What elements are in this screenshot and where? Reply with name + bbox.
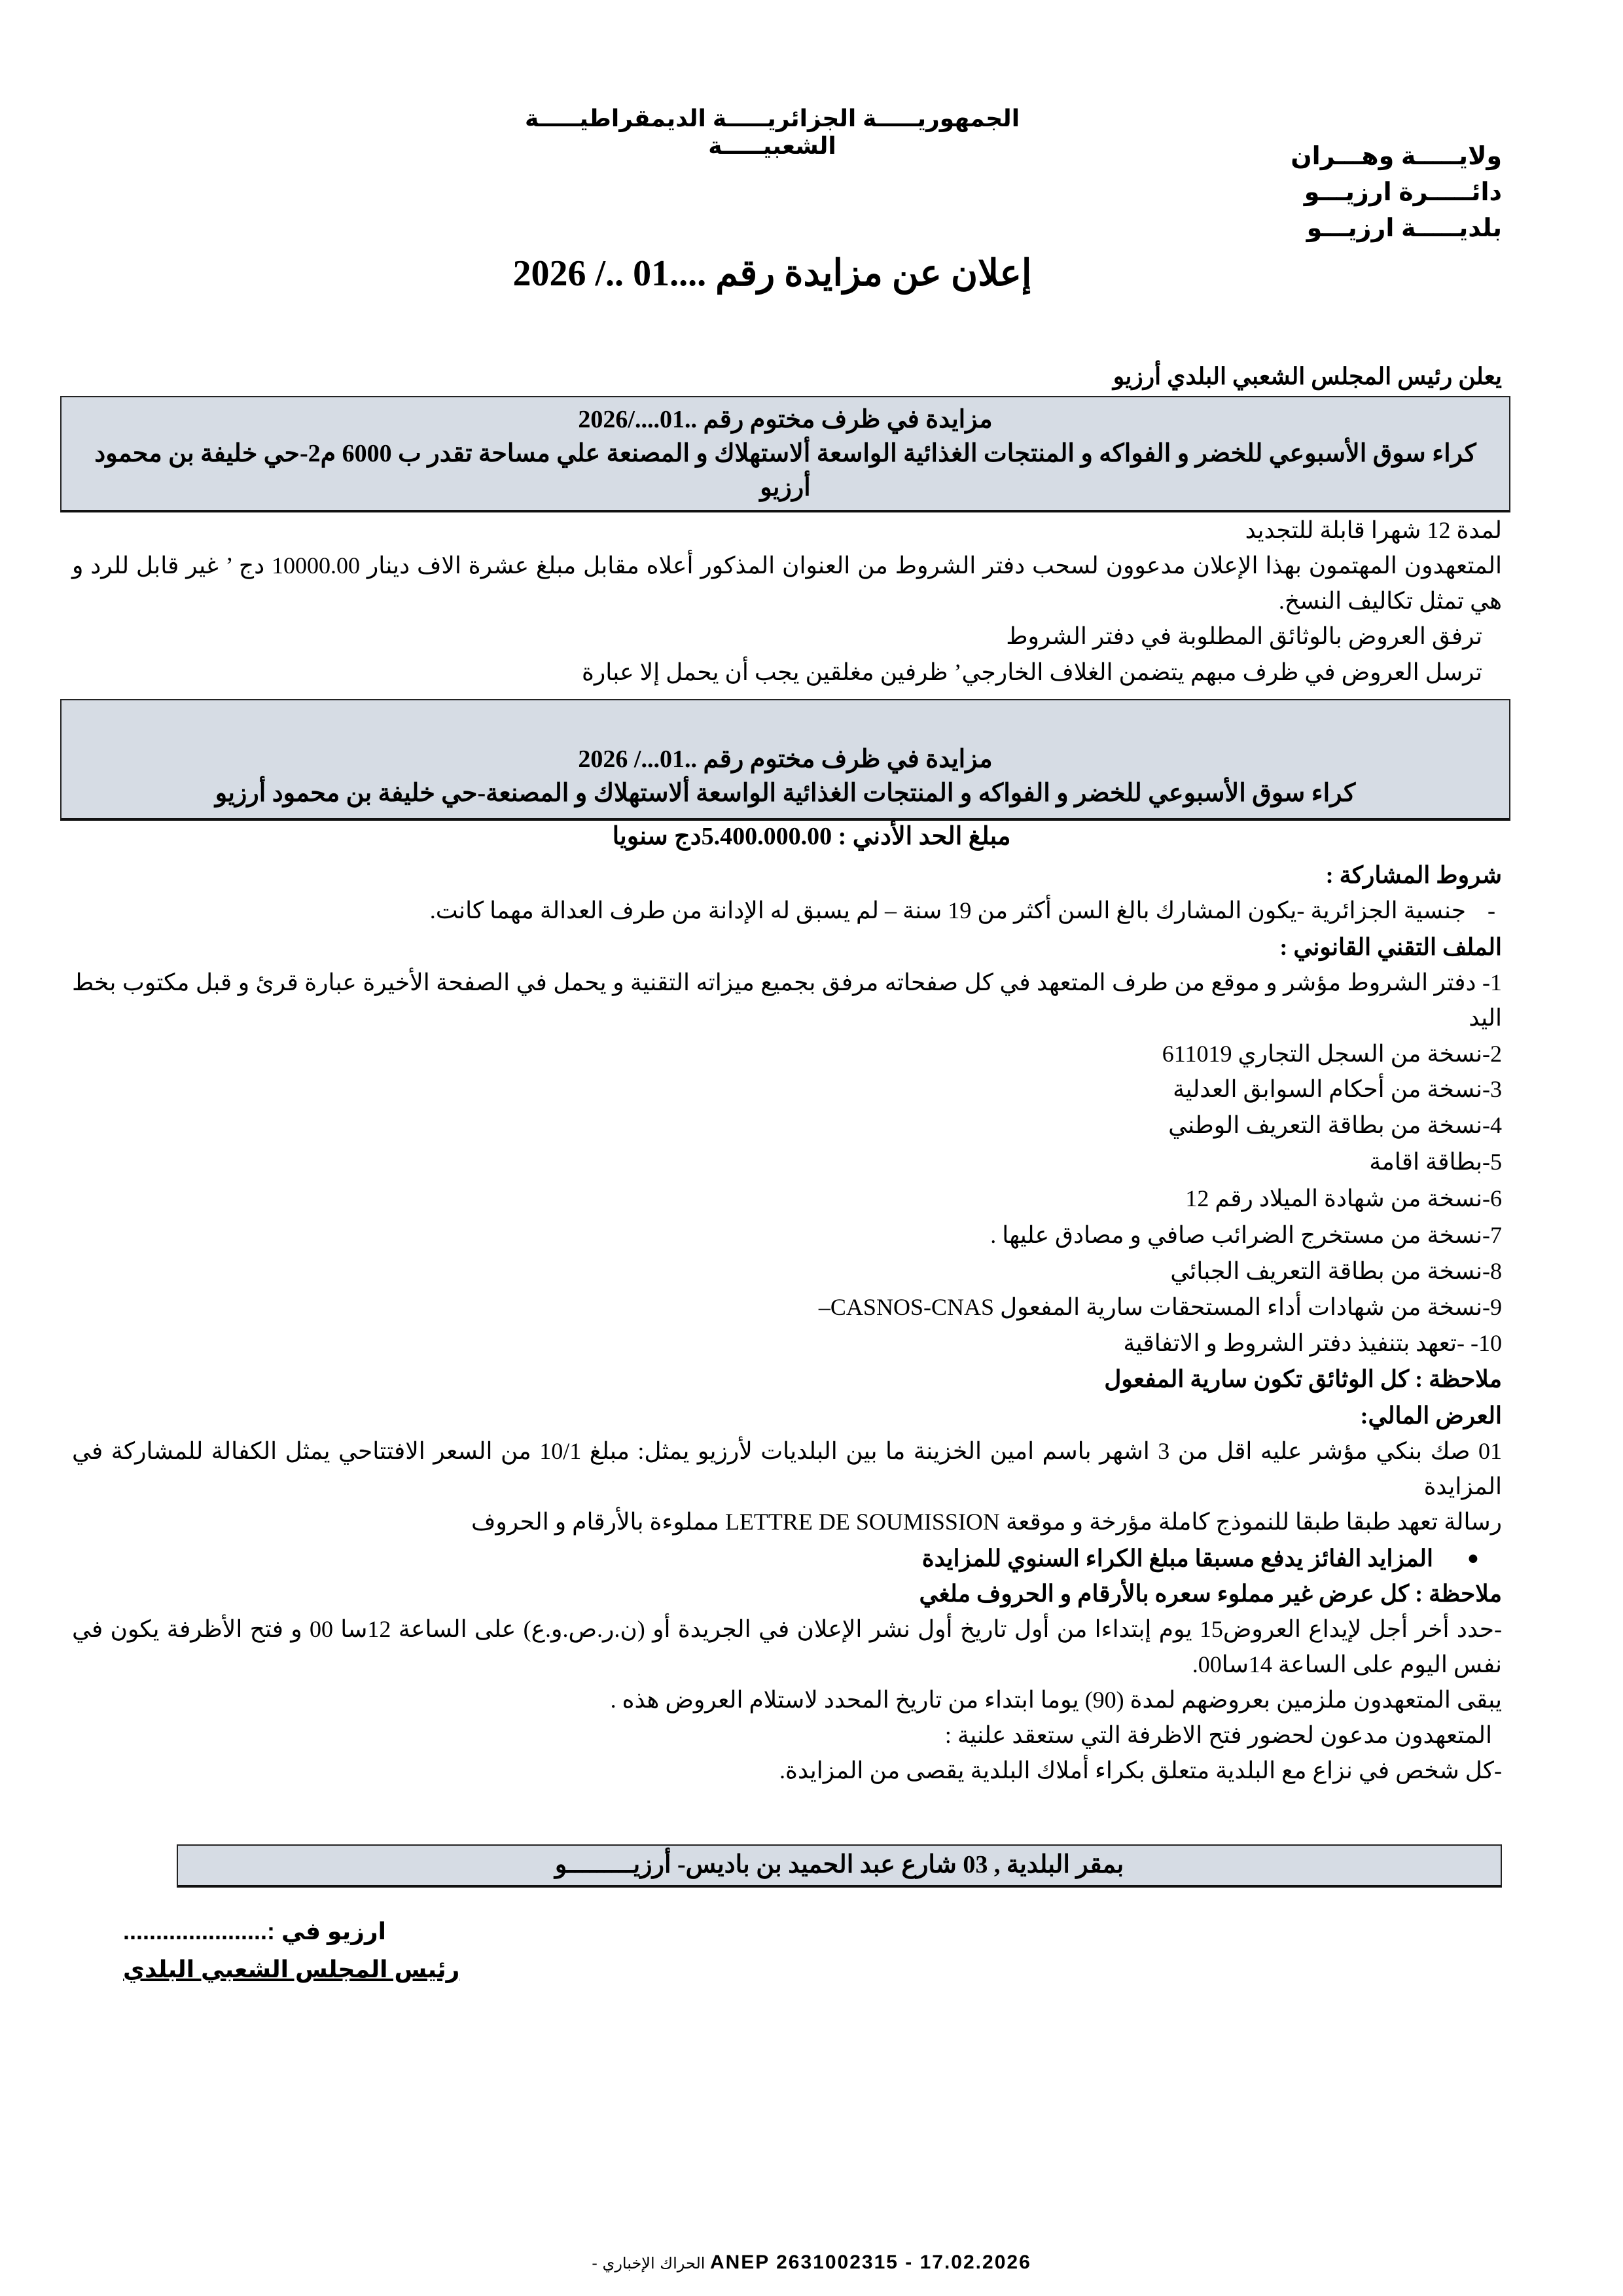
technical-file-item-6: 6-نسخة من شهادة الميلاد رقم 12 <box>1185 1185 1502 1211</box>
technical-file-item-10: 10- -تعهد بتنفيذ دفتر الشروط و الاتفاقية <box>1123 1330 1502 1356</box>
deadline-text: -حدد أخر أجل لإيداع العروض15 يوم إبتداءا من أول تاريخ أول نشر الإعلان في الجريدة أو (ن.ر.ص.و.ع) على الساعة 12سا 00 و فتح الأظرفة يكون في نفس اليوم على الساعة 14سا00. <box>72 1616 1502 1677</box>
participation-item <box>429 893 1495 928</box>
footer <box>0 2251 1623 2274</box>
footer-source: الحراك الإخباري - <box>592 2254 705 2272</box>
signature-place-date: ارزيو في :...................... <box>123 1918 386 1945</box>
address-box: بمقر البلدية , 03 شارع عبد الحميد بن باديس- أرزيـــــــــو <box>177 1844 1502 1888</box>
attach-text: ترفق العروض بالوثائق المطلوبة في دفتر الشروط <box>1006 623 1482 649</box>
auction-box-2-subject: كراء سوق الأسبوعي للخضر و الفواكه و المنتجات الغذائية الواسعة ألاستهلاك و المصنعة-حي خليفة بن محمود أرزيو <box>215 780 1356 807</box>
participation-heading: شروط المشاركة : <box>1325 862 1502 888</box>
auction-box-2-number: مزايدة في ظرف مختوم رقم ..01.../ 2026 <box>578 745 993 773</box>
technical-file-item-3: 3-نسخة من أحكام السوابق العدلية <box>1173 1076 1502 1102</box>
validity-text: يبقى المتعهدون ملزمين بعروضهم لمدة (90) يوما ابتداء من تاريخ المحدد لاستلام العروض هذه . <box>610 1687 1502 1713</box>
intro-text: يعلن رئيس المجلس الشعبي البلدي أرزيو <box>1113 363 1502 389</box>
send-text: ترسل العروض في ظرف مبهم يتضمن الغلاف الخارجي’ ظرفين مغلقين يجب أن يحمل إلا عبارة <box>582 659 1482 685</box>
technical-file-item-7: 7-نسخة من مستخرج الضرائب صافي و مصادق عليها . <box>990 1222 1502 1248</box>
technical-file-item-8: 8-نسخة من بطاقة التعريف الجبائي <box>1170 1258 1502 1284</box>
financial-bullet-text: المزايد الفائز يدفع مسبقا مبلغ الكراء السنوي للمزايدة <box>921 1545 1433 1571</box>
bullet-icon: ● <box>1467 1547 1479 1569</box>
financial-note: ملاحظة : كل عرض غير مملوء سعره بالأرقام و الحروف ملغي <box>919 1581 1502 1607</box>
technical-file-item-9: 9-نسخة من شهادات أداء المستحقات سارية المفعول CASNOS-CNAS– <box>818 1294 1502 1320</box>
technical-file-item-1: 1- دفتر الشروط مؤشر و موقع من طرف المتعهد في كل صفحاته مرفق بجميع ميزاته التقنية و يحمل في الصفحة الأخيرة عبارة قرئ و قبل مكتوب بخط اليد <box>72 969 1502 1031</box>
dash-marker: - <box>1488 897 1495 924</box>
minimum-price: مبلغ الحد الأدني : 5.400.000.00دج سنويا <box>612 823 1011 850</box>
financial-letter: رسالة تعهد طبقا طبقا للنموذج كاملة مؤرخة و موقعة LETTRE DE SOUMISSION مملوءة بالأرقام و الحروف <box>471 1509 1502 1535</box>
administrative-block <box>1291 139 1502 247</box>
wilaya-label: ولايـــــة وهـــران <box>1291 143 1502 170</box>
technical-file-note: ملاحظة : كل الوثائق تكون سارية المفعول <box>1104 1366 1502 1392</box>
financial-heading: العرض المالي: <box>1360 1403 1502 1429</box>
financial-cheque: 01 صك بنكي مؤشر عليه اقل من 3 اشهر باسم امين الخزينة ما بين البلديات لأرزيو يمثل: مبلغ 10/1 من السعر الافتتاحي يمثل الكفالة للمشاركة في المزايدة <box>72 1438 1502 1499</box>
auction-box-1-number: مزايدة في ظرف مختوم رقم ..01..../2026 <box>578 406 993 433</box>
daira-label: دائـــــرة ارزيـــو <box>1304 179 1502 206</box>
commune-label: بلديـــــة ارزيـــو <box>1306 215 1502 242</box>
participation-item-text: جنسية الجزائرية -يكون المشارك بالغ السن أكثر من 19 سنة – لم يسبق له الإدانة من طرف العدالة مهما كانت. <box>429 897 1466 924</box>
opening-invite-text: المتعهدون مدعون لحضور فتح الاظرفة التي ستعقد علنية : <box>944 1722 1492 1748</box>
republic-heading: الجمهوريـــــة الجزائريـــــة الديمقراطيـــــة الشعبيـــــة <box>524 105 1020 159</box>
auction-box-1-subject: كراء سوق الأسبوعي للخضر و الفواكه و المنتجات الغذائية الواسعة ألاستهلاك و المصنعة علي مساحة تقدر ب 6000 م2-حي خليفة بن محمود أرزيو <box>94 440 1476 501</box>
auction-box-2 <box>60 699 1510 821</box>
financial-bullet-item <box>921 1541 1479 1576</box>
footer-reference: ANEP 2631002315 - 17.02.2026 <box>709 2251 1031 2273</box>
technical-file-heading: الملف التقني القانوني : <box>1279 934 1502 960</box>
technical-file-item-4: 4-نسخة من بطاقة التعريف الوطني <box>1168 1112 1502 1138</box>
auction-box-1 <box>60 396 1510 512</box>
duration-text: لمدة 12 شهرا قابلة للتجديد <box>1245 517 1502 543</box>
technical-file-item-5: 5-بطاقة اقامة <box>1369 1149 1502 1175</box>
invitation-text: المتعهدون المهتمون بهذا الإعلان مدعوون لسحب دفتر الشروط من العنوان المذكور أعلاه مقابل مبلغ عشرة الاف دينار 10000.00 دج ’ غير قابل للرد و هي تمثل تكاليف النسخ. <box>72 552 1502 614</box>
page-title: إعلان عن مزايدة رقم ....01 ../ 2026 <box>512 253 1032 294</box>
technical-file-item-2: 2-نسخة من السجل التجاري 611019 <box>1162 1041 1502 1067</box>
signature-title: رئيس المجلس الشعبي البلدي <box>123 1956 460 1982</box>
exclusion-text: -كل شخص في نزاع مع البلدية متعلق بكراء أملاك البلدية يقصى من المزايدة. <box>779 1757 1502 1784</box>
